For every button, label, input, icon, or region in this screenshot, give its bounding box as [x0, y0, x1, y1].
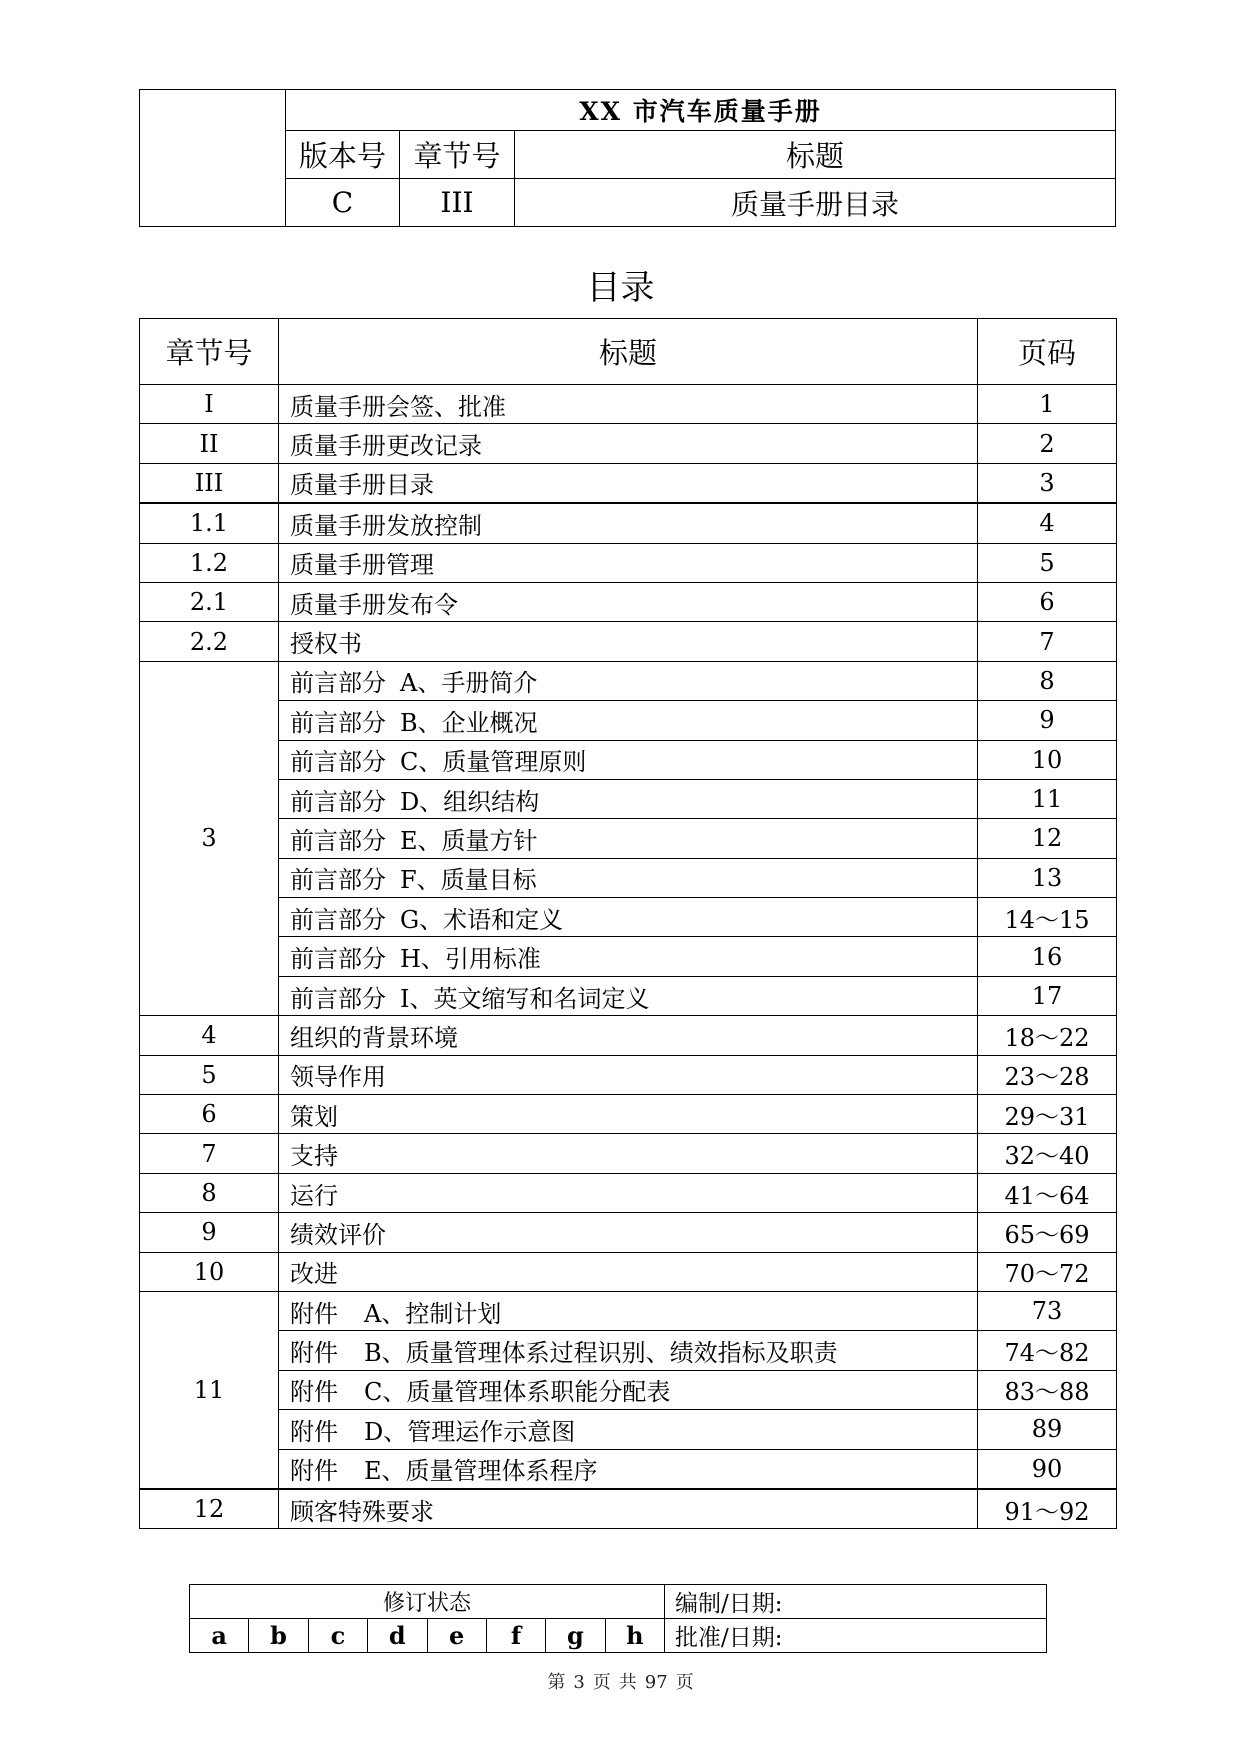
footer-page-suffix: 页: [592, 1672, 611, 1693]
toc-section-number: 12: [140, 1489, 279, 1529]
toc-page-number: 11: [978, 779, 1117, 818]
toc-entry-text: 策划: [290, 1102, 338, 1131]
toc-entry-title: [279, 463, 978, 503]
toc-entry-title: [279, 424, 978, 463]
toc-entry-prefix: 前言部分: [290, 787, 386, 816]
toc-row: [140, 1331, 1117, 1370]
toc-entry-title: [279, 858, 978, 897]
toc-page-number: 1: [978, 385, 1117, 424]
toc-page-number: 29～31: [978, 1095, 1117, 1134]
toc-page-number: 4: [978, 503, 1117, 543]
footer-total-pages: 97: [644, 1672, 668, 1693]
toc-page-number: 90: [978, 1449, 1117, 1489]
toc-section-number: 5: [140, 1055, 279, 1094]
toc-row: [140, 503, 1117, 543]
revision-letter-cell: e: [427, 1619, 486, 1653]
toc-row: [140, 740, 1117, 779]
toc-entry-title: [279, 701, 978, 740]
toc-page-number: 83～88: [978, 1370, 1117, 1409]
toc-entry-prefix: 前言部分: [290, 748, 386, 777]
footer-total-prefix: 共: [618, 1672, 637, 1693]
toc-entry-title: [279, 779, 978, 818]
approved-date-label: 批准/日期:: [665, 1619, 1047, 1653]
toc-section-number: I: [140, 385, 279, 424]
toc-section-number: 2.2: [140, 622, 279, 661]
toc-row: [140, 622, 1117, 661]
toc-entry-text: 领导作用: [290, 1063, 386, 1092]
toc-entry-prefix: 前言部分: [290, 945, 386, 974]
toc-row: [140, 1095, 1117, 1134]
footer-page-number: 3: [573, 1672, 585, 1693]
footer-total-suffix: 页: [675, 1672, 694, 1693]
toc-entry-prefix: 前言部分: [290, 905, 386, 934]
toc-entry-prefix: 前言部分: [290, 826, 386, 855]
toc-entry-text: 质量手册发布令: [290, 590, 458, 619]
toc-entry-title: [279, 582, 978, 621]
toc-page-number: 91～92: [978, 1489, 1117, 1529]
toc-entry-text: 质量手册目录: [290, 471, 434, 500]
toc-entry-title: [279, 1173, 978, 1212]
toc-entry-title: [279, 740, 978, 779]
toc-row: [140, 1173, 1117, 1212]
toc-section-number: 10: [140, 1252, 279, 1291]
toc-section-number: III: [140, 463, 279, 503]
toc-entry-prefix: 前言部分: [290, 866, 386, 895]
toc-entry-text: D、组织结构: [400, 787, 540, 816]
toc-page-number: 70～72: [978, 1252, 1117, 1291]
toc-entry-title: [279, 898, 978, 937]
toc-row: [140, 385, 1117, 424]
toc-entry-text: 质量手册发放控制: [290, 511, 482, 540]
toc-page-number: 23～28: [978, 1055, 1117, 1094]
toc-row: [140, 701, 1117, 740]
toc-entry-text: I、英文缩写和名词定义: [400, 984, 650, 1013]
toc-entry-text: H、引用标准: [400, 945, 541, 974]
toc-entry-prefix: 附件: [290, 1417, 338, 1446]
toc-entry-prefix: 附件: [290, 1457, 338, 1486]
toc-row: [140, 1213, 1117, 1252]
revision-status-table: [189, 1584, 1047, 1653]
toc-row: [140, 1055, 1117, 1094]
chapter-value: III: [400, 179, 515, 227]
toc-entry-title: [279, 1095, 978, 1134]
toc-entry-title: [279, 1134, 978, 1173]
toc-row: [140, 898, 1117, 937]
toc-entry-title: [279, 1016, 978, 1055]
toc-entry-text: A、手册简介: [400, 669, 538, 698]
toc-entry-text: 质量手册会签、批准: [290, 392, 506, 421]
toc-page-number: 89: [978, 1410, 1117, 1449]
compiled-date-label: 编制/日期:: [665, 1585, 1047, 1619]
toc-entry-prefix: 前言部分: [290, 669, 386, 698]
toc-section-number: 3: [140, 661, 279, 1016]
toc-entry-text: A、控制计划: [364, 1299, 502, 1328]
toc-entry-text: B、企业概况: [400, 708, 538, 737]
toc-entry-title: [279, 1055, 978, 1094]
toc-entry-text: 授权书: [290, 630, 362, 659]
toc-row: [140, 779, 1117, 818]
toc-row: [140, 819, 1117, 858]
toc-entry-title: [279, 1291, 978, 1330]
toc-entry-text: B、质量管理体系过程识别、绩效指标及职责: [364, 1339, 838, 1368]
toc-section-number: 8: [140, 1173, 279, 1212]
toc-row: [140, 463, 1117, 503]
column-header-page: 页码: [978, 319, 1117, 385]
revision-letter-cell: b: [249, 1619, 308, 1653]
toc-entry-title: [279, 503, 978, 543]
toc-row: [140, 1489, 1117, 1529]
toc-page-number: 41～64: [978, 1173, 1117, 1212]
revision-letter-cell: a: [190, 1619, 249, 1653]
toc-entry-title: [279, 1252, 978, 1291]
toc-row: [140, 1134, 1117, 1173]
revision-letter-cell: g: [546, 1619, 605, 1653]
toc-section-number: 7: [140, 1134, 279, 1173]
toc-entry-title: [279, 543, 978, 582]
toc-page-number: 74～82: [978, 1331, 1117, 1370]
toc-entry-title: [279, 661, 978, 700]
toc-entry-text: F、质量目标: [400, 866, 537, 895]
logo-cell: [140, 90, 286, 227]
toc-page-number: 32～40: [978, 1134, 1117, 1173]
toc-entry-title: [279, 1489, 978, 1529]
toc-entry-text: 绩效评价: [290, 1220, 386, 1249]
toc-entry-text: E、质量管理体系程序: [364, 1457, 598, 1486]
toc-entry-text: 运行: [290, 1181, 338, 1210]
toc-entry-title: [279, 976, 978, 1015]
toc-section-number: II: [140, 424, 279, 463]
toc-row: [140, 1449, 1117, 1489]
title-value: 质量手册目录: [515, 179, 1116, 227]
toc-row: [140, 1252, 1117, 1291]
revision-letter-cell: d: [368, 1619, 427, 1653]
version-value: C: [286, 179, 400, 227]
toc-page-number: 12: [978, 819, 1117, 858]
toc-page-number: 18～22: [978, 1016, 1117, 1055]
toc-section-number: 1.2: [140, 543, 279, 582]
toc-page-number: 6: [978, 582, 1117, 621]
toc-section-number: 2.1: [140, 582, 279, 621]
revision-status-label: 修订状态: [190, 1585, 665, 1619]
toc-entry-text: 质量手册管理: [290, 551, 434, 580]
toc-page-number: 2: [978, 424, 1117, 463]
toc-entry-text: C、质量管理体系职能分配表: [364, 1378, 671, 1407]
toc-page-number: 5: [978, 543, 1117, 582]
toc-section-number: 1.1: [140, 503, 279, 543]
toc-page-number: 7: [978, 622, 1117, 661]
toc-page-number: 13: [978, 858, 1117, 897]
toc-entry-prefix: 前言部分: [290, 708, 386, 737]
toc-entry-title: [279, 1449, 978, 1489]
toc-page-number: 16: [978, 937, 1117, 976]
document-header-table: [139, 89, 1116, 227]
toc-entry-text: 改进: [290, 1260, 338, 1289]
toc-row: [140, 424, 1117, 463]
footer-page-prefix: 第: [547, 1672, 566, 1693]
toc-row: [140, 976, 1117, 1015]
toc-entry-title: [279, 819, 978, 858]
toc-page-number: 65～69: [978, 1213, 1117, 1252]
revision-letter-cell: f: [486, 1619, 545, 1653]
version-label: 版本号: [286, 131, 400, 179]
toc-row: [140, 1291, 1117, 1330]
toc-entry-prefix: 附件: [290, 1378, 338, 1407]
toc-entry-prefix: 前言部分: [290, 984, 386, 1013]
page-footer: [0, 1668, 1241, 1694]
toc-entry-text: 支持: [290, 1142, 338, 1171]
toc-section-number: 6: [140, 1095, 279, 1134]
manual-title: XX 市汽车质量手册: [286, 90, 1116, 131]
toc-row: [140, 1370, 1117, 1409]
toc-row: [140, 582, 1117, 621]
toc-header-row: [140, 319, 1117, 385]
toc-page-number: 9: [978, 701, 1117, 740]
toc-table: [139, 318, 1117, 1529]
toc-section-number: 4: [140, 1016, 279, 1055]
column-header-title: 标题: [279, 319, 978, 385]
toc-entry-title: [279, 1331, 978, 1370]
toc-page-number: 10: [978, 740, 1117, 779]
toc-title: 目录: [586, 268, 655, 308]
toc-entry-prefix: 附件: [290, 1339, 338, 1368]
toc-row: [140, 1410, 1117, 1449]
toc-page-number: 3: [978, 463, 1117, 503]
toc-row: [140, 661, 1117, 700]
chapter-label: 章节号: [400, 131, 515, 179]
toc-section-number: 11: [140, 1291, 279, 1488]
toc-entry-title: [279, 1213, 978, 1252]
toc-entry-text: C、质量管理原则: [400, 748, 587, 777]
toc-row: [140, 858, 1117, 897]
toc-page-number: 17: [978, 976, 1117, 1015]
toc-entry-text: E、质量方针: [400, 826, 538, 855]
title-label: 标题: [515, 131, 1116, 179]
toc-entry-title: [279, 622, 978, 661]
toc-entry-title: [279, 1370, 978, 1409]
toc-entry-title: [279, 937, 978, 976]
toc-page-number: 73: [978, 1291, 1117, 1330]
toc-page-number: 8: [978, 661, 1117, 700]
toc-entry-text: 顾客特殊要求: [290, 1497, 434, 1526]
column-header-chapter: 章节号: [140, 319, 279, 385]
toc-page-number: 14～15: [978, 898, 1117, 937]
toc-section-number: 9: [140, 1213, 279, 1252]
toc-entry-title: [279, 385, 978, 424]
toc-row: [140, 543, 1117, 582]
toc-entry-text: G、术语和定义: [400, 905, 564, 934]
revision-letter-cell: h: [605, 1619, 664, 1653]
toc-entry-text: 质量手册更改记录: [290, 432, 482, 461]
toc-entry-text: 组织的背景环境: [290, 1023, 458, 1052]
toc-row: [140, 937, 1117, 976]
toc-entry-text: D、管理运作示意图: [364, 1417, 576, 1446]
revision-letter-cell: c: [308, 1619, 367, 1653]
toc-entry-title: [279, 1410, 978, 1449]
toc-row: [140, 1016, 1117, 1055]
toc-entry-prefix: 附件: [290, 1299, 338, 1328]
